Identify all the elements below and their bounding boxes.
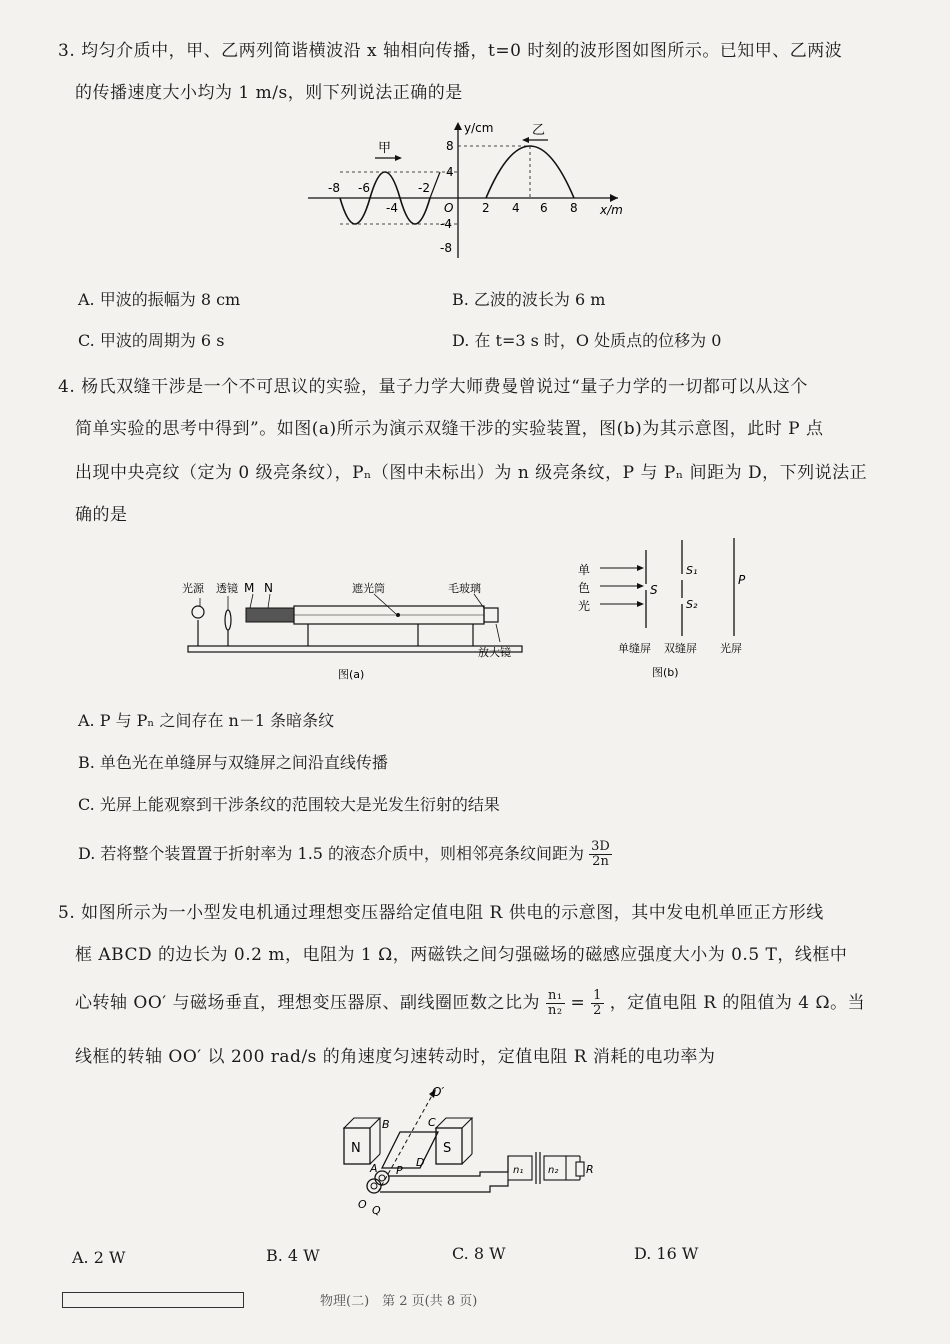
q4-fig-a-light-source: 光源 <box>182 582 204 595</box>
q3-xtick-4: 4 <box>512 201 520 215</box>
q5-fig-b: B <box>382 1118 390 1131</box>
q4-fig-a-caption: 图(a) <box>338 668 365 681</box>
q5-stem-line3b: ，定值电阻 R 的阻值为 4 Ω。当 <box>609 993 866 1013</box>
q4-fig-b-screen: 光屏 <box>720 642 742 655</box>
q5-stem-line2: 框 ABCD 的边长为 0.2 m，电阻为 1 Ω，两磁铁之间匀强磁场的磁感应强度大小为 0.5 T，线框中 <box>75 945 848 965</box>
q5-fig-a: A <box>370 1162 378 1175</box>
q4-fig-b-mono3: 光 <box>578 599 591 613</box>
q3-wave-b-label: 乙 <box>532 123 546 138</box>
q3-ytick-8: 8 <box>446 139 454 153</box>
q5-stem-line4: 线框的转轴 OO′ 以 200 rad/s 的角速度匀速转动时，定值电阻 R 消耗的电功率为 <box>75 1047 716 1067</box>
q4-stem-line1: 4. 杨氏双缝干涉是一个不可思议的实验，量子力学大师费曼曾说过“量子力学的一切都可以从这个 <box>58 377 808 397</box>
footer-page-number: 物理(二) 第 2 页(共 8 页) <box>320 1294 478 1309</box>
q5-frac-n1: n₁ <box>547 988 563 1003</box>
q5-fig-r: R <box>586 1163 594 1176</box>
q5-stem-line3 <box>75 988 865 1018</box>
q4-fig-b-caption: 图(b) <box>652 666 679 679</box>
q4-stem-line3: 出现中央亮纹（定为 0 级亮条纹），Pₙ（图中未标出）为 n 级亮条纹，P 与 Pₙ 间距为 D，下列说法正 <box>75 463 868 483</box>
q5-fig-n-pole: N <box>351 1141 361 1156</box>
q3-ytick-neg4: -4 <box>440 217 452 231</box>
q4-figure-b <box>570 532 770 682</box>
q4-figure-a <box>178 570 538 685</box>
q4-stem-line4: 确的是 <box>75 505 128 525</box>
q5-fig-p: P <box>396 1164 403 1177</box>
q3-option-d: D. 在 t=3 s 时，O 处质点的位移为 0 <box>452 331 722 350</box>
q5-fig-q: Q <box>372 1204 381 1217</box>
q4-stem-line2: 简单实验的思考中得到”。如图(a)所示为演示双缝干涉的实验装置，图(b)为其示意图，此时 P 点 <box>75 419 824 439</box>
q4-option-c: C. 光屏上能观察到干涉条纹的范围较大是光发生衍射的结果 <box>78 795 500 814</box>
q5-eq: = <box>570 993 586 1013</box>
q5-fig-s-pole: S <box>443 1141 452 1156</box>
q5-option-b: B. 4 W <box>266 1246 320 1265</box>
q3-xtick-6: 6 <box>540 201 548 215</box>
footer-box <box>62 1292 244 1308</box>
q4-option-d-den: 2n <box>592 854 609 869</box>
q5-turns-fraction <box>546 989 565 1018</box>
q4-option-a: A. P 与 Pₙ 之间存在 n－1 条暗条纹 <box>78 711 335 730</box>
q3-xtick-neg4: -4 <box>386 201 398 215</box>
q3-xtick-neg6: -6 <box>358 181 370 195</box>
q3-xtick-neg2: -2 <box>418 181 430 195</box>
q3-xtick-2: 2 <box>482 201 490 215</box>
q5-ratio-fraction <box>591 989 604 1018</box>
q4-fig-b-single-slit: 单缝屏 <box>618 642 651 655</box>
q4-option-d <box>78 840 612 869</box>
q5-option-c: C. 8 W <box>452 1244 506 1263</box>
q4-fig-b-mono1: 单 <box>578 563 591 577</box>
q3-ytick-neg8: -8 <box>440 241 452 255</box>
q5-option-d: D. 16 W <box>634 1244 699 1263</box>
q4-fig-a-lens: 透镜 <box>216 582 238 595</box>
q4-option-d-fraction <box>589 840 612 869</box>
q5-option-a: A. 2 W <box>72 1248 126 1267</box>
q5-stem-line3a: 心转轴 OO′ 与磁场垂直，理想变压器原、副线圈匝数之比为 <box>75 993 541 1013</box>
q3-option-a: A. 甲波的振幅为 8 cm <box>78 290 241 309</box>
q3-option-b: B. 乙波的波长为 6 m <box>452 290 606 309</box>
q4-fig-b-mono2: 色 <box>578 581 591 595</box>
q3-xtick-neg8: -8 <box>328 181 340 195</box>
q4-fig-a-m: M <box>244 581 255 595</box>
q3-wave-graph <box>300 118 640 268</box>
q3-stem-line2: 的传播速度大小均为 1 m/s，则下列说法正确的是 <box>75 83 463 103</box>
q4-fig-b-s1: S₁ <box>686 564 698 577</box>
q5-fig-n2: n₂ <box>548 1165 559 1176</box>
q5-fig-o-prime: O′ <box>432 1085 445 1099</box>
q4-fig-a-glass: 毛玻璃 <box>448 582 481 595</box>
q5-generator-figure <box>330 1080 610 1220</box>
q3-origin-label: O <box>444 201 454 215</box>
q4-fig-b-double-slit: 双缝屏 <box>664 642 697 655</box>
q4-option-b: B. 单色光在单缝屏与双缝屏之间沿直线传播 <box>78 753 388 772</box>
q3-wave-a-label: 甲 <box>378 141 392 156</box>
q4-option-d-text: D. 若将整个装置置于折射率为 1.5 的液态介质中，则相邻亮条纹间距为 <box>78 844 585 863</box>
q4-fig-a-tube: 遮光筒 <box>352 582 385 595</box>
q5-fig-d: D <box>416 1156 425 1169</box>
q4-fig-a-magnifier: 放大镜 <box>478 646 511 659</box>
q5-frac-n2: n₂ <box>547 1003 563 1018</box>
q5-fig-o: O <box>358 1198 367 1211</box>
q5-fig-c: C <box>428 1116 436 1129</box>
q4-fig-b-p: P <box>738 573 746 587</box>
q4-option-d-num: 3D <box>591 839 610 854</box>
q4-fig-b-s: S <box>650 583 658 597</box>
q3-x-axis-label: x/m <box>600 203 623 217</box>
q5-fig-n1: n₁ <box>513 1165 524 1176</box>
q3-stem-line1: 3. 均匀介质中，甲、乙两列简谐横波沿 x 轴相向传播，t=0 时刻的波形图如图所示。已知甲、乙两波 <box>58 41 843 61</box>
q5-ratio-den: 2 <box>593 1003 602 1018</box>
q3-ytick-4: 4 <box>446 165 454 179</box>
q5-stem-line1: 5. 如图所示为一小型发电机通过理想变压器给定值电阻 R 供电的示意图，其中发电机单匝正方形线 <box>58 903 824 923</box>
q3-xtick-8: 8 <box>570 201 578 215</box>
q3-option-c: C. 甲波的周期为 6 s <box>78 331 225 350</box>
q4-fig-b-s2: S₂ <box>686 598 698 611</box>
q3-y-axis-label: y/cm <box>464 121 494 135</box>
q5-ratio-num: 1 <box>593 988 602 1003</box>
q4-fig-a-n: N <box>264 581 273 595</box>
